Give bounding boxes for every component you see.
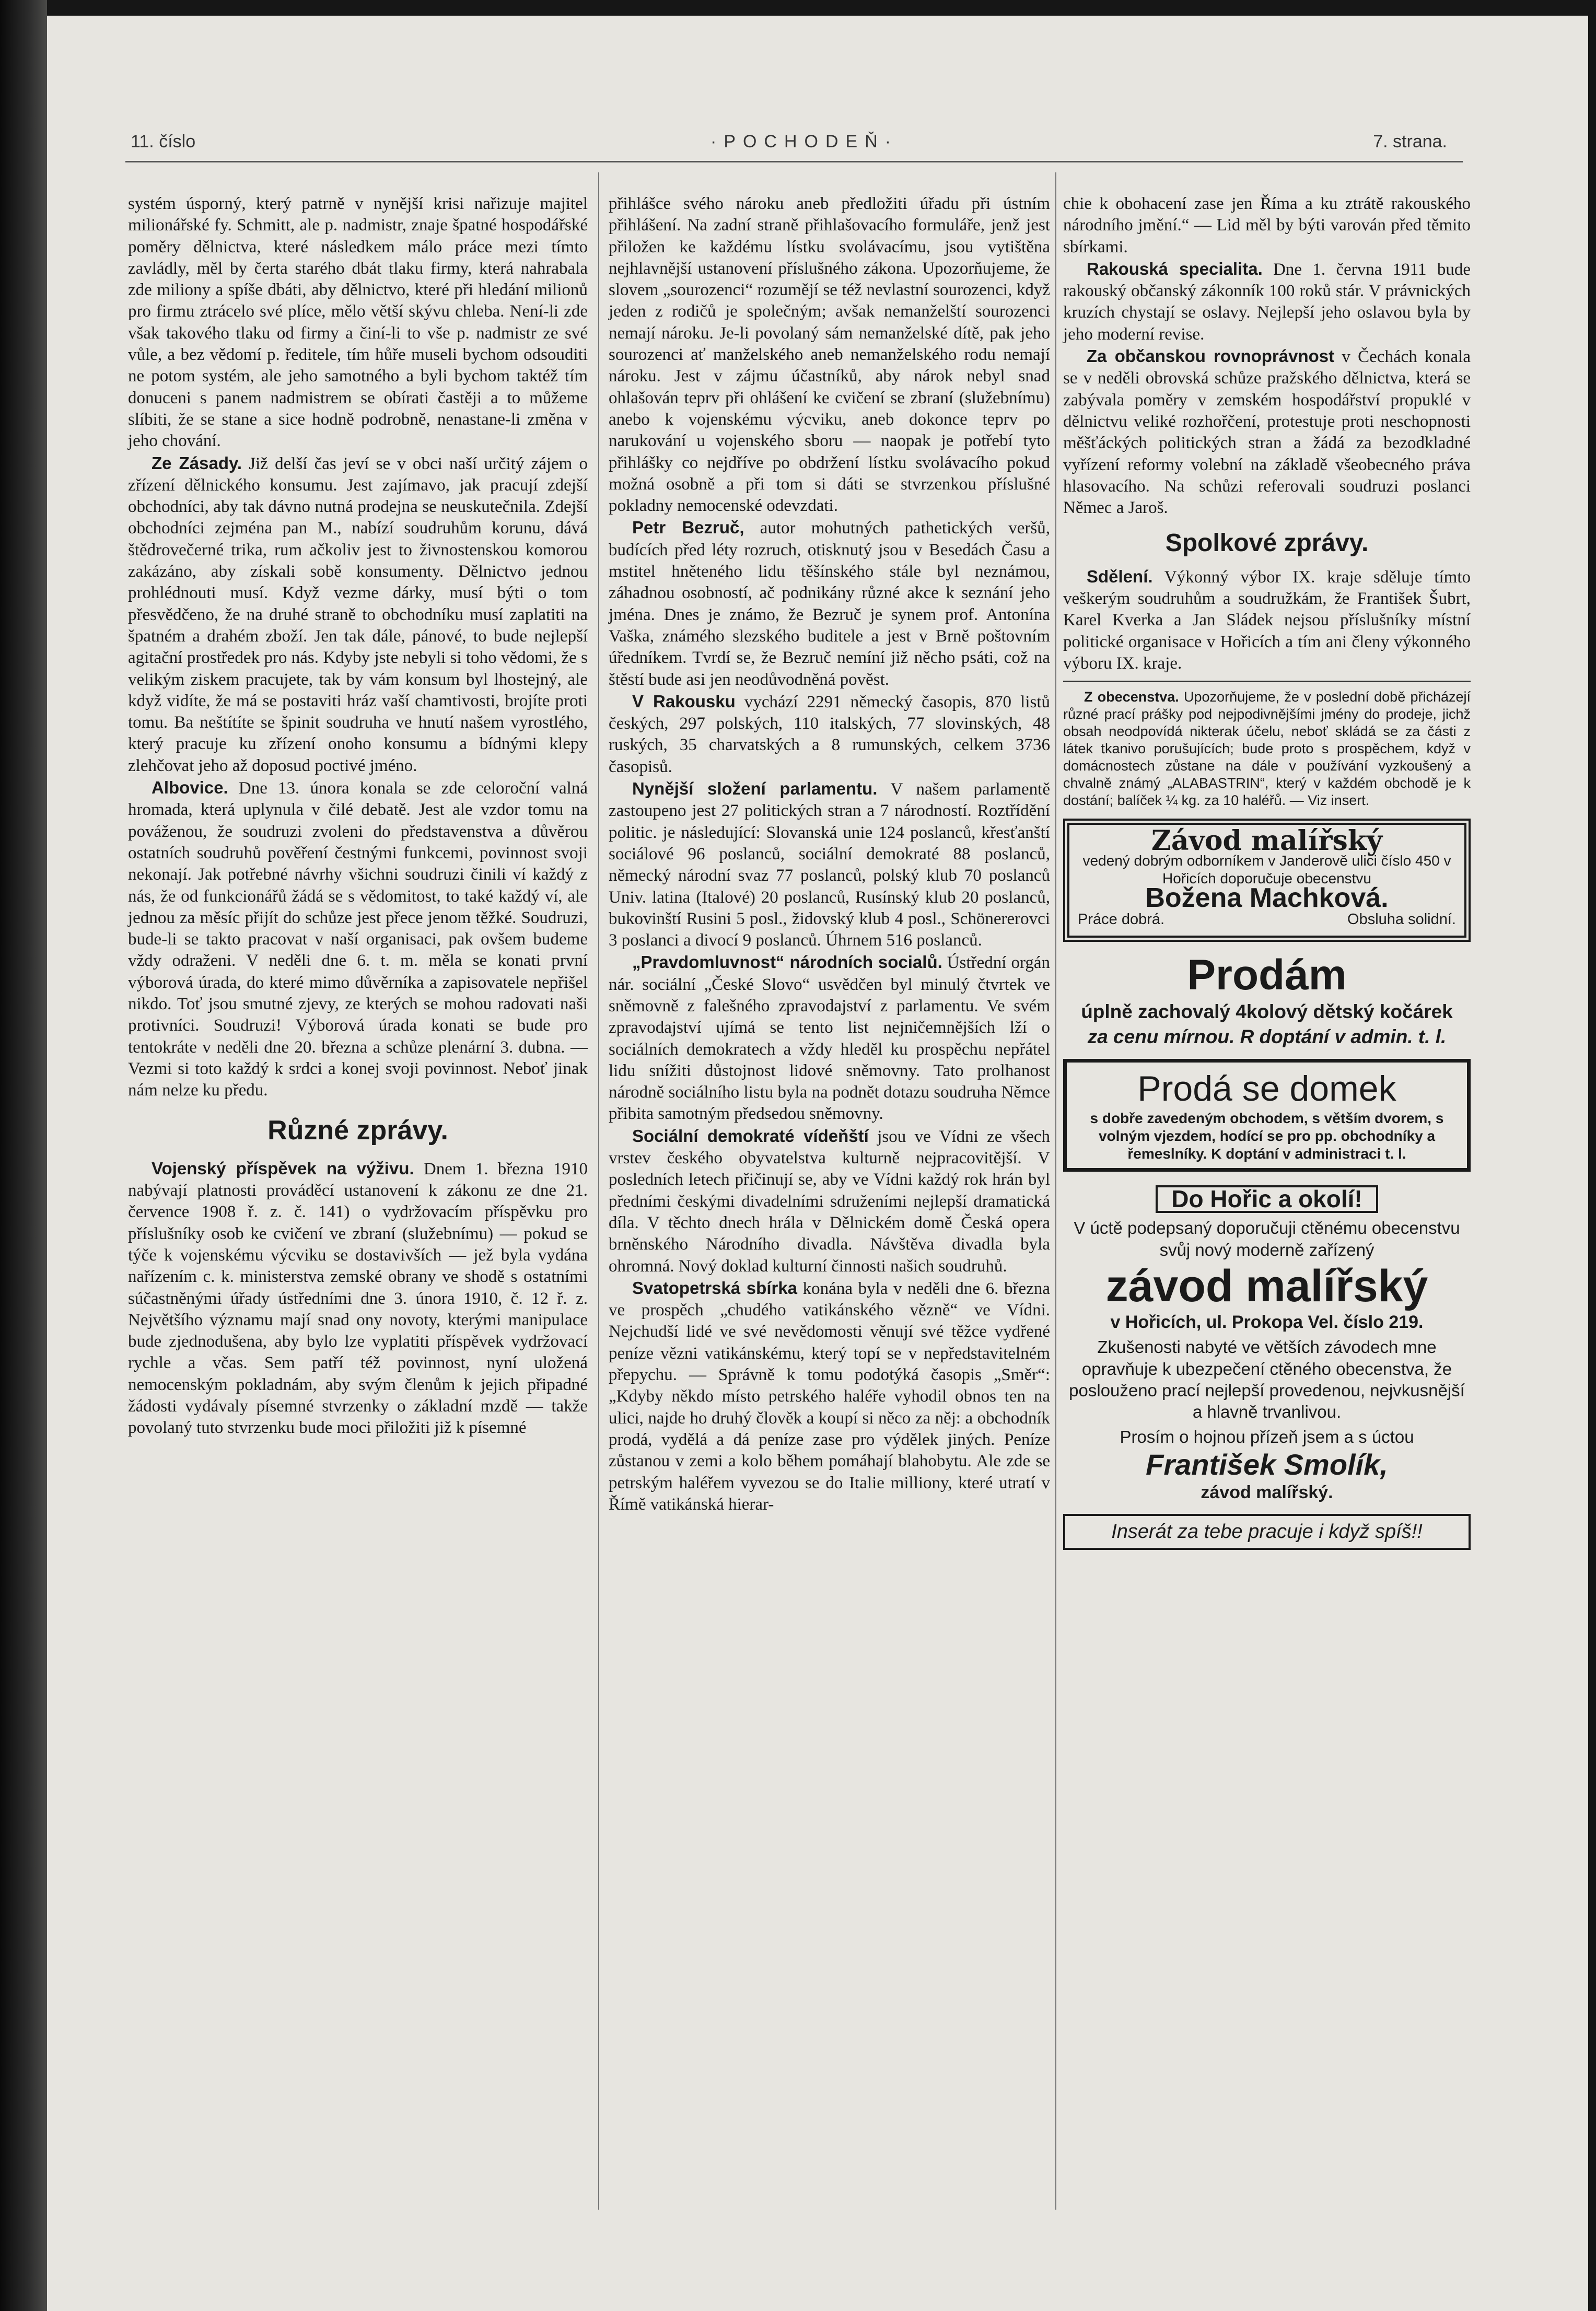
article <box>609 778 1050 951</box>
ad-role: závod malířský. <box>1201 1482 1333 1502</box>
header-rule <box>125 161 1463 162</box>
ad-text: s dobře zavedeným obchodem, s větším dvorem, s volným vjezdem, hodící se pro pp. obchodníky a řemeslníky. K doptání v administraci t. l. <box>1090 1110 1444 1162</box>
article <box>609 691 1050 778</box>
article-heading: „Pravdomluvnost“ národních socialů. <box>632 952 942 972</box>
article-text: Dne 1. června 1911 bude rakouský občanský zákonník 100 roků stár. V právnických kruzích chystají se oslavy. Nejlepší jeho oslavou byla by jeho moderní revise. <box>1063 260 1471 344</box>
article-text: vychází 2291 německý časopis, 870 listů českých, 297 polských, 110 italských, 77 slovinských, 48 ruských, 35 charvatských a 8 rumunských, celkem 3736 časopisů. <box>609 692 1050 776</box>
article-text: systém úsporný, který patrně v nynější krisi nařizuje majitel milionářské fy. Schmitt, ale p. nadmistr, znaje špatné hospodářské poměry dělnictva, které následkem málo práce mezi tímto zavládly, měl by čerta starého dbát tlaku firmy, která nahrabala zde miliony a spíše dbáti, aby dělnictvo, které při hledání milionů pro firmu ztrácelo své plíce, mělo větší skývu chleba. Není-li zde však takového tlaku od firmy a činí-li to vše p. nadmistr ze své vůle, a bez vědomí p. ředitele, tím hůře museli bychom odsouditi ne potom systém, ale jeho samotného a byli bychom taktéž tím donuceni s panem nadmistrem se obírati častěji a to můžeme slíbiti, že se stane a sice hodně podrobně, nenastane-li změna v jeho chování. <box>128 194 588 451</box>
section-heading: Různé zprávy. <box>267 1115 448 1146</box>
article-text: Dne 13. února konala se zde celoroční valná hromada, která uplynula v čilé debatě. Jest ale vzdor tomu na pováženou, že soudruzi zvoleni do představenstva a důvěrou ostatních soudruhů pověření čestnými funkcemi, povinnost svoji nekonají. Jak potřebné návrhy všichni soudruzi činili ví každý z nás, že od funkcionářů žádá se s vědomitost, to také každý ví, ale jednou za měsíc přijít do schůze jest přece jenom těžké. Soudruzi, bude-li se takto pracovat v naší organisaci, pak ovšem budeme vždy odraženi. V neděli dne 6. t. m. měla se konati první výborová úrada, do které mimo důvěrníka a zapisovatele nepřišel nikdo. Toť jsou smutné zjevy, ze kterých se mohou radovati naši protivníci. Soudruzi! Výborová úrada konati se bude pro tentokráte v neděli dne 20. března a schůze plenární 3. dubna. — Vezmi si toto každý k srdci a konej svoji povinnost. Neboť jinak nám nelze ku předu. <box>128 779 588 1100</box>
article-text: V našem parlamentě zastoupeno jest 27 politických stran a 7 národností. Roztřídění politic. je následující: Slovanská unie 124 poslanců, křesťanští sociálové 96 poslanců, sociální demokraté 88 poslanců, německý národní svaz 77 poslanců, polský klub 70 poslanců Univ. latina (Italové) 20 poslanců, Rusínský klub 20 poslanců, bukovinští Rusini 5 posl., židovský klub 4 posl., Schönererovci 3 poslanci a divocí 9 poslanců. Úhrnem 516 poslanců. <box>609 780 1051 950</box>
notice-text: Upozorňujeme, že v poslední době přicházejí různé prací prášky pod nejpodivnějšími jmény do prodeje, jichž obsah neodpovídá nikterak účelu, neboť skládá se za části z látek tkanivo porušujících; bude proto s prospěchem, když v domácnostech zůstane na dále v používání vyzkoušený a chvalně známý „ALABASTRIN“, který v každém obchodě je k dostání; balíček ¼ kg. za 10 haléřů. — Viz insert. <box>1063 689 1471 809</box>
article-text: autor mohutných pathetických veršů, budících před léty rozruch, otisknutý jsou v Besedách Času a mstitel hněteného lidu těšínského stále byl neznámou, záhadnou osobností, ač podnikány různé akce k seznání jeho jména. Dnes je známo, že Bezruč je synem prof. Antonína Vaška, známého slezského buditele a jest v Brně poštovním úředníkem. Tvrdí se, že Bezruč nemíní již něcho psáti, což na štěstí bude asi jen neodůvodněná pověst. <box>609 519 1050 689</box>
article-heading: Za občanskou rovnoprávnost <box>1087 346 1335 366</box>
divider <box>1063 681 1471 682</box>
article-heading: Petr Bezruč, <box>632 518 744 538</box>
article <box>609 517 1050 690</box>
ad-painting-workshop-smolik <box>1063 1181 1471 1503</box>
notice-heading: Z obecenstva. <box>1084 689 1179 705</box>
article-heading: Vojenský příspěvek na výživu. <box>152 1158 414 1178</box>
column-divider <box>1055 172 1056 2210</box>
ad-big-title: závod malířský <box>1105 1261 1428 1312</box>
article <box>1063 566 1471 674</box>
article-heading: Albovice. <box>152 778 228 798</box>
column-1 <box>128 193 588 1439</box>
ad-footer-left: Práce dobrá. <box>1078 911 1165 928</box>
ad-house-sale <box>1063 1059 1471 1172</box>
ad-footer-right: Obsluha solidní. <box>1347 911 1456 928</box>
article-text: Dnem 1. března 1910 nabývají platnosti prováděcí ustanovení k zákonu ze dne 21. července 1908 ř. z. č. 141) o vydržovacím příspěvku pro příslušníky osob ke cvičení ve zbraní (služebnímu) — pokud se týče k vojenskému výcviku se dostavivších — jež byla vydána nařízením c. k. ministerstva zemské obrany ve shodě s ostatními súčastněnými úřady ústředními dne 3. února 1910, č. 12 ř. z. Největšího významu mají snad ony novoty, kterými manipulace bude zjednodušena, aby bylo lze vyplatiti příspěvek vydržovací rychle a včas. Sem patří též povinnost, nyní uložená nemocenským pokladnám, aby svým členům k jejich připadné žádosti vydávaly písemné stvrzenky o základní mzdě — takže povolaný tuto stvrzenku bude moci přiložiti již k písemné <box>128 1159 588 1438</box>
article <box>609 1277 1050 1515</box>
article-text: Již delší čas jeví se v obci naší určitý zájem o zřízení dělnického konsumu. Jest zajímavo, jak pracují zdejší obchodníci, aby tak dávno nutná prodejna se neuskutečnila. Zdejší obchodníci zejména pan M., nabízí soudruhům korunu, dává štědrovečerné trika, rum ačkoliv jest to živnostenskou komorou zakázáno, aby získali sobě konsumenty. Dělnictvo jednou prohlédnouti musí. Když vezme dárky, musí býti o tom přesvědčeno, že na druhé straně to obchodníku musí zaplatiti na špatném a drahém zboží. Jen tak dále, pánové, to bude nejlepší agitační prostředek pro nás. Kdyby jste nebyli si toho vědomi, že s velikým ziskem pracujete, tak by vám konsum byl lhostejný, ale když vidíte, že má se postaviti hráz vaší chamtivosti, brojíte proti tomu. Ba neštítíte se špinit soudruha ve hnutí našem vyrostlého, který pracuje ku zřízení onoho konsumu a bídnými klepy zlehčovat jeho až doposud poctivé jméno. <box>128 454 588 775</box>
masthead: ·POCHODEŇ· <box>710 132 899 151</box>
article-heading: Sociální demokraté vídeňští <box>632 1126 869 1146</box>
ad-text: Zkušenosti nabyté ve větších závodech mne opravňuje k ubezpečení ctěného obecenstva, že poslouženo prací nejlepší provedenou, nejvkusnější a hlavně trvanlivou. <box>1069 1337 1465 1422</box>
article <box>609 1125 1050 1277</box>
ad-signature: František Smolík, <box>1146 1448 1388 1481</box>
ad-line: úplně zachovalý 4kolový dětský kočárek <box>1081 1001 1453 1023</box>
article-text: přihlášce svého nároku aneb předložiti úřadu při ústním přihlášení. Na zadní straně přihlašovacího formuláře, jenž jest přiložen ke každému lístku svolávacímu, jsou vytištěna nejhlavnější ustanovení příslušného zákona. Upozorňujeme, že slovem „sourozenci“ rozumějí se též nevlastní sourozenci, když jeden z rodičů je společným; avšak nemanželští sourozenci nemají nároku. Je-li povolaný sám nemanželské dítě, pak jeho sourozenci ať manželského aneb nemanželského rodu nemají nároku. Jest v zájmu účastníků, aby nárok nebyl snad ohlašován teprv při ohlášení ke cvičení se zbraní (služebnímu) anebo k vojenskému výcviku, aneb dokonce teprv po narukování u vojenského sboru — naopak je potřebí tyto přihlášky co nejdříve po obdržení lístku svolávacího pokud možná osobně a při tom si dáti se stvrzenkou příslušné pokladny nemocenské odevzdati. <box>609 194 1050 516</box>
article-text: Výkonný výbor IX. kraje sděluje tímto veškerým soudruhům a soudružkám, že František Šubrt, Karel Kverka a Jan Sládek nejsou příslušníky místní politické organisace v Hořicích a tím ani členy výkonného výboru IX. kraje. <box>1063 567 1471 673</box>
ad-text: V úctě podepsaný doporučuji ctěnému obecenstvu svůj nový moderně zařízený <box>1074 1218 1460 1259</box>
article-heading: V Rakousku <box>632 691 736 711</box>
notice <box>1063 688 1471 809</box>
ad-text: Inserát za tebe pracuje i když spíš!! <box>1111 1521 1423 1543</box>
column-3 <box>1063 193 1471 1559</box>
ad-owner-name: Božena Machková. <box>1145 882 1389 913</box>
ad-line: za cenu mírnou. R doptání v admin. t. l. <box>1087 1026 1447 1048</box>
column-divider <box>598 172 599 2210</box>
column-2 <box>609 193 1050 1515</box>
article-heading: Ze Zásady. <box>152 453 242 473</box>
ad-text: Prosím o hojnou přízeň jsem a s úctou <box>1120 1427 1414 1446</box>
article-heading: Sdělení. <box>1087 566 1153 586</box>
ad-title: Do Hořic a okolí! <box>1156 1185 1378 1213</box>
article <box>609 951 1050 1125</box>
ad-title: Prodám <box>1187 951 1347 999</box>
page-number: 7. strana. <box>1373 132 1447 151</box>
issue-number: 11. číslo <box>131 132 196 151</box>
ad-painting-workshop-machkova <box>1063 819 1471 942</box>
article <box>128 1158 588 1439</box>
article-heading: Rakouská specialita. <box>1087 259 1263 278</box>
ad-address: v Hořicích, ul. Prokopa Vel. číslo 219. <box>1110 1312 1424 1333</box>
ad-title: Závod malířský <box>1151 825 1383 857</box>
article-heading: Svatopetrská sbírka <box>632 1278 798 1298</box>
article-heading: Nynější složení parlamentu. <box>632 779 878 799</box>
article-text: konána byla v neděli dne 6. března ve prospěch „chudého vatikánského vězně“ ve Vídni. Nejchudší lidé ve své nevědomosti věnují své těžce vydřené peníze vězni vatikánskému, který topí se v nepředstavitelném přepychu. — Správně k tomu podotýká časopis „Směr“: „Kdyby někdo místo petrského haléře vyhodil obnos ten na ulici, najde ho druhý člověk a koupí si něco za něj: a obchodník prodá, vydělá a dá peníze zase pro výdělek jiných. Peníze zůstanou v zemi a kolo během pomáhají blahobytu. Ale zde se petrským haléřem vyvezou se do Italie milliony, které utratí v Římě vatikánská hierar- <box>609 1279 1050 1514</box>
ad-title: Prodá se domek <box>1137 1069 1396 1109</box>
article <box>1063 258 1471 345</box>
article <box>128 452 588 777</box>
article-text: Ústřední orgán nár. sociální „České Slovo“ usvědčen byl minulý čtvrtek ve sněmovně z falešného zpravodajství z parlamentu. Ve svém zpravodajství ujímá se tento list nejničemnějších lží o sociálních demokratech a vždy hleděl ku prospěchu nepřátel lidu snížiti důstojnost lidové sněmovny. Tato prolhanost národně sociálního listu byla na podnět dotazu soudruha Němce přibita samotným předsedou sněmovny. <box>609 953 1050 1124</box>
article <box>1063 345 1471 519</box>
page-header <box>131 132 1447 163</box>
section-heading: Spolkové zprávy. <box>1165 529 1369 557</box>
ad-insert <box>1063 1514 1471 1550</box>
article-text: jsou ve Vídni ze všech vrstev českého obyvatelstva kulturně nejpracovitější. V posledních letech přičinují se, aby ve Vídni každý rok hrán byl předními českými divadelními sdruženími nejlepší dramatická díla. V těchto dnech hrála v Dělnickém domě Česká opera brněnského Národního divadla. Návštěva divadla byla ohromná. Nový doklad kulturní činnosti našich soudruhů. <box>609 1127 1050 1276</box>
article-text: v Čechách konala se v neděli obrovská schůze pražského dělnictva, která se zabývala poměry v zemském hospodářství propuklé v dělnictvu veliké rozhořčení, protestuje proti neschopnosti měšťáckých politických stran a žádá za bezodkladné vyřízení reformy volební na základě všeobecného práva hlasovacího. Na schůzi referovali soudruzi poslanci Němec a Jaroš. <box>1063 347 1471 518</box>
ad-text: vedený dobrým odborníkem v Janderově ulici číslo 450 v Hořicích doporučuje obecenstvu <box>1082 852 1451 886</box>
book-spine <box>0 0 47 2311</box>
article <box>128 777 588 1101</box>
newspaper-page <box>47 16 1588 2311</box>
ad-stroller <box>1063 951 1471 1049</box>
article-text: chie k obohacení zase jen Říma a ku ztrátě rakouského národního jmění.“ — Lid měl by býti varován před těmito sbírkami. <box>1063 194 1471 256</box>
